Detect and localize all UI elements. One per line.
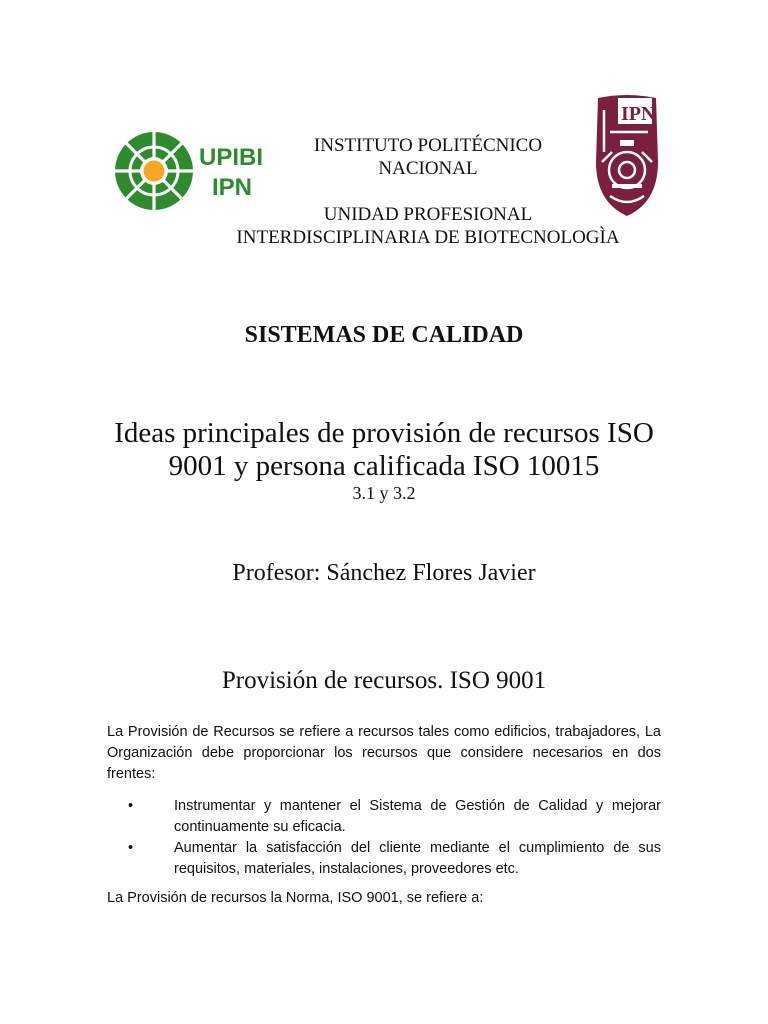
- document-title: [80, 417, 688, 483]
- professor-name: Profesor: Sánchez Flores Javier: [232, 560, 536, 586]
- list-item: [107, 796, 661, 838]
- upibi-logo-bottom-text: IPN: [212, 174, 253, 201]
- institution-line: INSTITUTO POLITÉCNICO: [313, 135, 543, 156]
- list-item-text: Instrumentar y mantener el Sistema de Gestión de Calidad y mejorar continuamente su eficacia.: [174, 798, 661, 835]
- ipn-crest-text: IPN: [621, 103, 656, 125]
- upibi-logo-top-text: UPIBI: [199, 144, 263, 171]
- subject-heading: SISTEMAS DE CALIDAD: [244, 322, 524, 348]
- list-item: [107, 838, 661, 880]
- paragraph: La Provisión de recursos la Norma, ISO 9001, se refiere a:: [107, 890, 484, 906]
- unit-line: UNIDAD PROFESIONAL: [323, 204, 533, 225]
- title-line: 9001 y persona calificada ISO 10015: [168, 450, 600, 482]
- bullet-list: [107, 796, 661, 880]
- institution-line: NACIONAL: [378, 158, 478, 179]
- paragraph: La Provisión de Recursos se refiere a recursos tales como edificios, trabajadores, La Organización debe proporcionar los recursos que considere necesarios en dos frentes:: [107, 724, 661, 782]
- bullet-marker: •: [128, 798, 134, 814]
- list-item-text: Aumentar la satisfacción del cliente mediante el cumplimiento de sus requisitos, materiales, instalaciones, proveedores etc.: [174, 840, 661, 877]
- document-subtitle: 3.1 y 3.2: [352, 483, 416, 503]
- unit-line: INTERDISCIPLINARIA DE BIOTECNOLOGÌA: [236, 227, 620, 248]
- institution-name: [150, 134, 706, 180]
- title-line: Ideas principales de provisión de recursos ISO: [114, 417, 654, 449]
- bullet-marker: •: [128, 840, 134, 856]
- unit-name: [150, 203, 706, 249]
- section-title: Provisión de recursos. ISO 9001: [221, 667, 547, 694]
